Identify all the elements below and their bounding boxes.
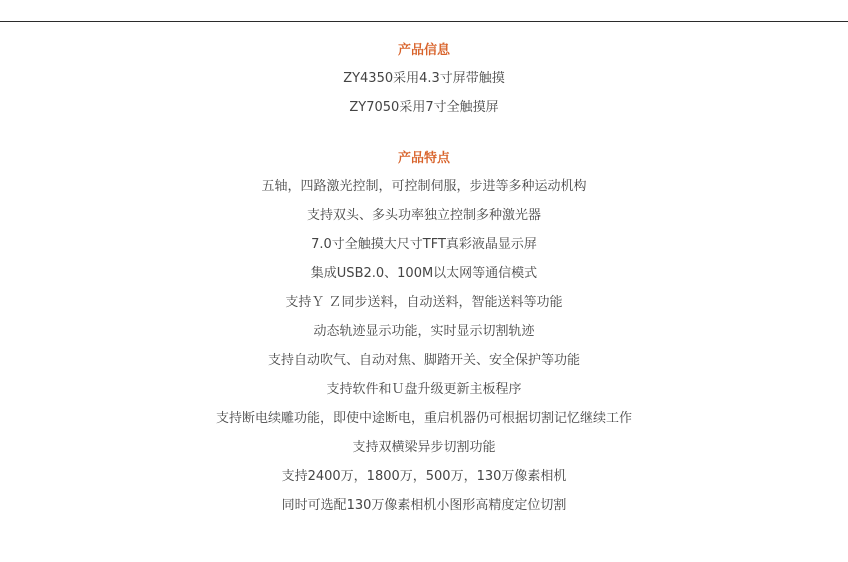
feature-line: 同时可选配130万像素相机小图形高精度定位切割 [281,498,567,513]
product-info-title: 产品信息 [397,43,450,58]
feature-line: 集成USB2.0、100M以太网等通信模式 [310,266,538,281]
feature-line: 7.0寸全触摸大尺寸TFT真彩液晶显示屏 [311,237,537,252]
feature-line: 支持断电续雕功能，即使中途断电，重启机器仍可根据切割记忆继续工作 [215,411,632,426]
product-features-section [0,150,848,520]
product-info-section [0,42,848,122]
product-info-line: ZY7050采用7寸全触摸屏 [349,100,499,115]
feature-line: 支持双头、多头功率独立控制多种激光器 [306,208,541,223]
product-features-title: 产品特点 [397,151,450,166]
feature-line: 五轴，四路激光控制，可控制伺服，步进等多种运动机构 [261,179,587,194]
feature-line: 支持双横梁异步切割功能 [352,440,496,455]
feature-line: 支持软件和Ｕ盘升级更新主板程序 [326,382,522,397]
feature-line: 动态轨迹显示功能，实时显示切割轨迹 [313,324,535,339]
product-info-line: ZY4350采用4.3寸屏带触摸 [343,71,505,86]
feature-line: 支持Ｙ Ｚ同步送料，自动送料，智能送料等功能 [285,295,563,310]
top-divider [0,21,848,22]
feature-line: 支持2400万，1800万，500万，130万像素相机 [281,469,567,484]
feature-line: 支持自动吹气、自动对焦、脚踏开关、安全保护等功能 [267,353,580,368]
